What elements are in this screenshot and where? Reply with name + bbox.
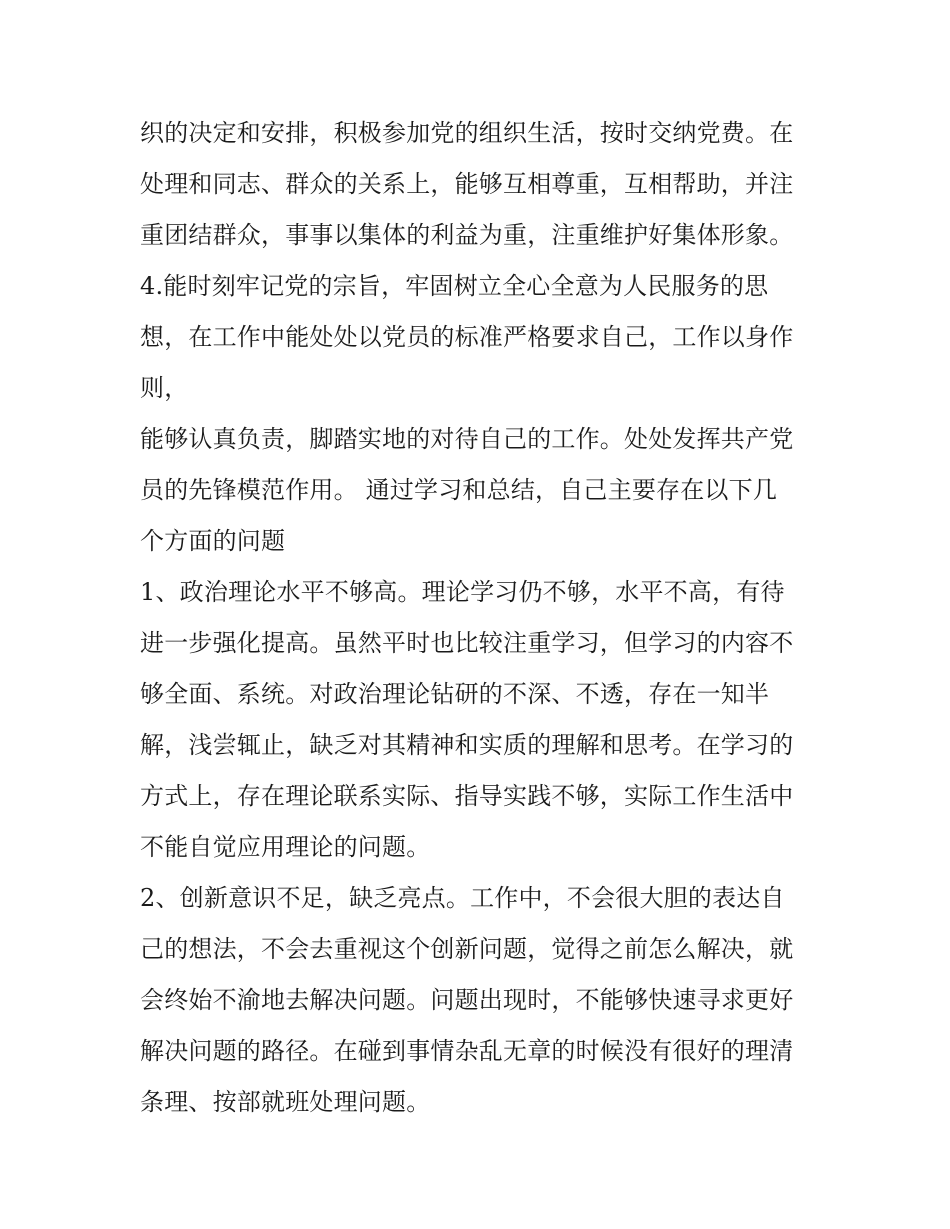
text-line: 2、创新意识不足，缺乏亮点。工作中，不会很大胆的表达自 — [140, 884, 785, 912]
document-body — [140, 108, 820, 1128]
text-line: 4.能时刻牢记党的宗旨，牢固树立全心全意为人民服务的思 — [140, 272, 769, 300]
text-line: 够全面、系统。对政治理论钻研的不深、不透，存在一知半 — [140, 680, 770, 708]
text-line: 解决问题的路径。在碰到事情杂乱无章的时候没有很好的理清 — [140, 1037, 794, 1065]
text-line: 己的想法，不会去重视这个创新问题，觉得之前怎么解决，就 — [140, 935, 794, 963]
text-line: 处理和同志、群众的关系上，能够互相尊重，互相帮助，并注 — [140, 170, 794, 198]
text-line: 则， — [140, 374, 189, 402]
text-line: 方式上，存在理论联系实际、指导实践不够，实际工作生活中 — [140, 782, 794, 810]
text-line: 会终始不渝地去解决问题。问题出现时，不能够快速寻求更好 — [140, 986, 794, 1014]
text-line: 重团结群众，事事以集体的利益为重，注重维护好集体形象。 — [140, 221, 794, 249]
text-line: 想，在工作中能处处以党员的标准严格要求自己，工作以身作 — [140, 323, 794, 351]
text-line: 不能自觉应用理论的问题。 — [140, 833, 431, 861]
text-line: 个方面的问题 — [140, 527, 286, 555]
text-line: 织的决定和安排，积极参加党的组织生活，按时交纳党费。在 — [140, 119, 794, 147]
text-line: 能够认真负责，脚踏实地的对待自己的工作。处处发挥共产党 — [140, 425, 794, 453]
text-line: 1、政治理论水平不够高。理论学习仍不够，水平不高，有待 — [140, 578, 785, 606]
text-line: 条理、按部就班处理问题。 — [140, 1088, 431, 1116]
text-line: 解，浅尝辄止，缺乏对其精神和实质的理解和思考。在学习的 — [140, 731, 794, 759]
text-line: 员的先锋模范作用。 通过学习和总结，自己主要存在以下几 — [140, 476, 778, 504]
text-line: 进一步强化提高。虽然平时也比较注重学习，但学习的内容不 — [140, 629, 794, 657]
